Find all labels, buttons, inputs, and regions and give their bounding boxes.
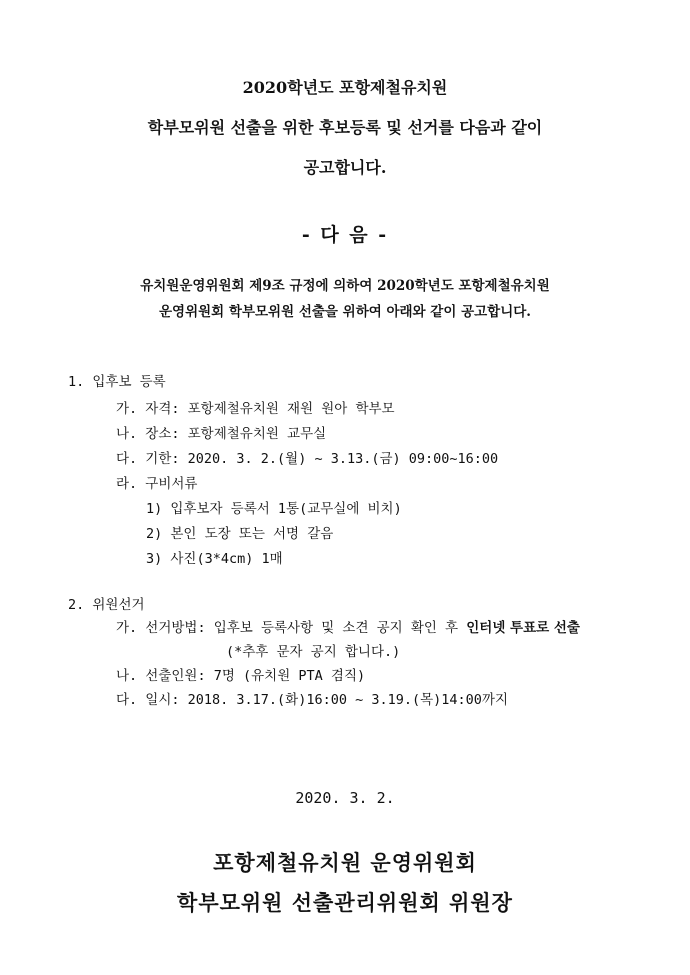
- notice-title-line-1: 2020학년도 포항제철유치원: [242, 78, 448, 97]
- section-1-item-d: 라. 구비서류: [116, 476, 198, 492]
- section-1-item-b: 나. 장소: 포항제철유치원 교무실: [116, 426, 327, 442]
- intro-line-1: 유치원운영위원회 제9조 규정에 의하여 2020학년도 포항제철유치원: [140, 278, 550, 294]
- document-item-3: 3) 사진(3*4cm) 1매: [146, 551, 283, 567]
- document-item-2: 2) 본인 도장 또는 서명 갈음: [146, 526, 334, 542]
- next-heading: - 다 음 -: [301, 224, 389, 246]
- section-1-item-a: 가. 자격: 포항제철유치원 재원 원아 학부모: [116, 401, 395, 417]
- section-2-item-a: [116, 620, 580, 636]
- issuer-line-2: 학부모위원 선출관리위원회 위원장: [177, 890, 513, 915]
- notice-date: 2020. 3. 2.: [295, 789, 395, 807]
- sms-notice-note: (*추후 문자 공지 합니다.): [226, 644, 401, 660]
- intro-line-2: 운영위원회 학부모위원 선출을 위하여 아래와 같이 공고합니다.: [159, 304, 531, 320]
- notice-title-line-2: 학부모위원 선출을 위한 후보등록 및 선거를 다음과 같이: [147, 118, 543, 137]
- notice-title-line-3: 공고합니다.: [303, 158, 387, 177]
- section-1-title: 1. 입후보 등록: [68, 374, 166, 390]
- election-method-text: 가. 선거방법: 입후보 등록사항 및 소견 공지 확인 후: [116, 620, 467, 636]
- issuer-line-1: 포항제철유치원 운영위원회: [213, 850, 477, 875]
- section-2-title: 2. 위원선거: [68, 597, 145, 613]
- section-2-item-b: 나. 선출인원: 7명 (유치원 PTA 겸직): [116, 668, 366, 684]
- document-item-1: 1) 입후보자 등록서 1통(교무실에 비치): [146, 501, 402, 517]
- section-1-item-c: 다. 기한: 2020. 3. 2.(월) ~ 3.13.(금) 09:00~16:00: [116, 451, 499, 467]
- online-vote-highlight: 인터넷 투표로 선출: [466, 620, 580, 636]
- section-2-item-c: 다. 일시: 2018. 3.17.(화)16:00 ~ 3.19.(목)14:00까지: [116, 692, 509, 708]
